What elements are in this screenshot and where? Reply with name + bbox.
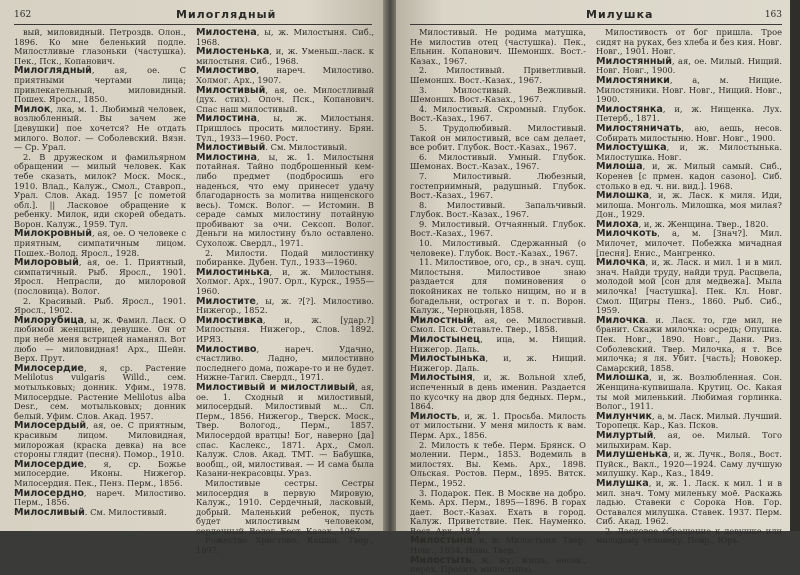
headword: Милок <box>14 103 51 115</box>
dictionary-entry <box>196 383 374 479</box>
entry-text: , а, м. [Знач?]. Мил. Милочет, милочет. Побежка мичадная [песня]. Енис., Мангренко. <box>596 228 782 258</box>
dictionary-entry <box>410 441 586 489</box>
dictionary-entry <box>196 316 374 345</box>
dictionary-entry <box>196 536 374 555</box>
entry-text: 2. Милость к тебе. Перм. Брянск. О молении. Перм., 1853. Водемиль в милостях. Вы. Кемь. Арх., 1898. Ольская. Ростов. Перм., 1895. Вятск. Перм., 1952. <box>410 439 586 488</box>
dictionary-entry <box>410 335 586 354</box>
dictionary-entry <box>596 162 782 191</box>
headword: Милостиво <box>196 343 257 355</box>
entry-text: , ая, ое. Милостливый (дух. стих). Опоч. Пск., Копанович. Спас наш милостивый. <box>196 84 374 114</box>
headword: Милоша <box>596 161 643 173</box>
entry-text: , аю, аешь, несов. Собирать милостыню. Новг. Новг., 1900. <box>596 122 782 143</box>
headword: Милочка <box>596 257 646 269</box>
dictionary-entry <box>196 479 374 537</box>
headword: Милокровный <box>14 228 92 240</box>
entry-text: , и, ж. 1. Просьба. Милость от милостыни. У меня милость к вам. Перм. Арх., 1856. <box>410 410 586 440</box>
entry-text: , ая, ое. Милостивый. Смол. Пск. Оставьте. Твер., 1858. <box>410 314 586 335</box>
entry-text: , ы, ж. Милостыня. Пришлось просить милостину. Брян. Тул., 1933—1960. Рост. <box>196 113 374 143</box>
headword: Милостивый и милостливый <box>196 381 356 393</box>
dictionary-entry <box>596 431 782 450</box>
entry-text: . См. Милостивый. <box>265 142 348 153</box>
headword: Милочкоть <box>596 228 658 240</box>
dictionary-entry <box>596 57 782 76</box>
right-column-2 <box>596 27 782 546</box>
dictionary-entry <box>196 86 374 115</box>
entry-text: , и, ж. Вольной хлеб, испеченный в день именин. Раздается по кусочку на двор для бедных. Перм., 1864. <box>410 372 586 412</box>
entry-text: 2. Красивый. Рыб. Яросл., 1901. Яросл., 1902. <box>14 295 186 316</box>
entry-text: , и, ж. Ласк. к миля. Иди, милоша. Монголь. Милошка, моя милая? Дон., 1929. <box>596 190 782 220</box>
dictionary-entry <box>410 536 586 555</box>
headword: Милость <box>410 410 458 422</box>
entry-text: , и, ж. Уменьш.-ласк. к милостыня. Сиб., 1968. <box>196 46 374 66</box>
entry-text: , ы, ж. 1. Милостыня потайная. Тайно подброшенный кем-либо предмет (подбросишь его наденься, что ему принесет удачу благодарность за молитва нищенского весь). Томск. Волог. — Истомин. В сераде самых милостину потайную пробивают за очи. Сексоп. Волог. Деньги на милостину бъло оставлено. Сухолож. Свердл., 1971. <box>196 151 374 249</box>
headword: Милостыть <box>410 554 472 566</box>
book-gutter <box>383 0 396 531</box>
dictionary-entry <box>410 239 586 258</box>
dictionary-entry <box>596 373 782 411</box>
right-running-head <box>410 8 782 22</box>
headword: Милоровый <box>14 257 79 269</box>
entry-text: , ая, ое. 1. Приятный, симпатичный. Рыб. Яросл., 1901. Яросл. Непрасли, до милоровой (пословица). Волог. <box>14 257 186 297</box>
dictionary-entry <box>410 373 586 411</box>
dictionary-entry <box>14 229 186 258</box>
headword: Милостите <box>196 295 256 307</box>
entry-text: , и, ж. Нищий. Нижегор. Даль. <box>410 353 586 373</box>
entry-text: , и, ж. Милостыня. Твер. Новг., 1854. Ново. Твер. <box>410 535 586 556</box>
dictionary-entry <box>410 124 586 153</box>
headword: Милостина <box>196 113 257 125</box>
right-page-number: 163 <box>764 10 782 20</box>
dictionary-entry <box>410 66 586 85</box>
headword: Милостивка <box>196 314 263 326</box>
headword: Милоха <box>596 218 639 230</box>
dictionary-entry <box>196 345 374 383</box>
entry-text: , и, ж. Лучк., Воля., Вост. Пуйск., Вакл., 1920—1924. Саму лучшую милушку. Кар., Каз., 1849. <box>596 449 782 479</box>
headword: Милостивый <box>196 142 266 154</box>
entry-text: , и, ж. Женщина. Твер., 1820. <box>638 218 769 229</box>
entry-text: Рожество Христово. Кашин. Твер., 1897. <box>196 535 374 556</box>
entry-text: 5. Трудолюбивый. Милостивый. Такой он милостивый, все сам делает, все робит. Глубок. Вост.-Казах., 1967. <box>410 122 586 153</box>
entry-text: 4. Милостивый. Скромный. Глубок. Вост.-Казах., 1967. <box>410 103 586 124</box>
entry-text: 2. В дружеском и фамильярном обращении — милый человек. Как тебе сказать, милок? Моск. Моск., 1910. Влад., Калуж., Смол., Ставроп., Урал. Слов. Акад. 1957 [с пометой обл.]. || Ласковое обращение к ребенку. Милок, иди скорей обедать. Ворон. Калуж., 1959. Тул. <box>14 151 186 229</box>
dictionary-entry <box>14 460 186 489</box>
dictionary-entry <box>196 153 374 249</box>
dictionary-entry <box>596 316 782 374</box>
left-column-1 <box>14 28 186 528</box>
dictionary-entry <box>596 258 782 316</box>
entry-text: , ая, ое. С приятным, красивым лицом. Миловидная, милорожая (краска девка) на все стороны глядит (песня). Помор., 1910. <box>14 420 186 460</box>
entry-text: , ая, ое. Милый. Того милыхирам. Кар. <box>596 429 782 450</box>
headword: Милушенька <box>596 449 668 461</box>
dictionary-entry <box>196 268 374 297</box>
entry-text: , ы, ж. ?[?]. Милостиво. Нижегор., 1852. <box>196 295 374 316</box>
left-column-2 <box>196 27 374 556</box>
dictionary-entry <box>410 172 586 201</box>
entry-text: , ая, ое. Милый. Нищий. Новг. Новг., 1900. <box>596 55 782 76</box>
dictionary-entry <box>596 527 782 546</box>
dictionary-entry <box>596 105 782 124</box>
entry-text: 7. Милостивый. Любезный, гостеприимный, радушный. Глубок. Вост.-Казах., 1967. <box>410 170 586 201</box>
entry-text: , ж, жу, жишь, несов., перех. Просить милостыню. <box>410 554 586 575</box>
headword: Милостена <box>196 27 257 38</box>
left-head-word: Милоглядный <box>176 8 277 21</box>
headword: Милостынец <box>410 334 481 345</box>
headword: Милостынька <box>410 353 486 365</box>
entry-text: , а, м. Нищие. Милостяники. Новг. Новг., Нищий. Новг., 1900. <box>596 74 782 105</box>
entry-text: Милостивые сестры. Сестры милосердия в первую Мировую, Калуж., 1910. Сердечный, ласковый, добрый. Маленький ребенок, пусть будет милостивым человеком, сердечный. Волог. Бест.-Казах., 1967. <box>196 477 374 536</box>
entry-text: , и, ж. Нищенка. Лух. Петерб., 1871. <box>596 103 782 124</box>
dictionary-entry <box>14 28 186 66</box>
headword: Милушка <box>596 477 649 489</box>
dictionary-entry <box>596 229 782 258</box>
dictionary-entry <box>14 153 186 230</box>
entry-text: , ы, ж. Милостыня. Сиб., 1968. <box>196 27 374 47</box>
dictionary-entry <box>410 412 586 441</box>
dictionary-entry <box>196 66 374 85</box>
dictionary-entry <box>196 28 374 47</box>
headword: Милостянный <box>596 55 672 67</box>
entry-text: 3. Подарок. Пек. В Москве на добро. Кемь. Арх. Перм., 1895—1896. В горах дает. Вост.-Казах. Ехать в город. Калуж. Приветствие. Пек. Науменко. Вост. Арх., 1874. <box>410 487 586 536</box>
dictionary-entry <box>14 297 186 316</box>
headword: Милосердно <box>14 487 84 499</box>
entry-text: , и, ж. Милостыня. Холмог. Арх., 1907. Орл., Курск., 1955—1960. <box>196 266 374 297</box>
dictionary-entry <box>196 297 374 316</box>
headword: Милуртый <box>596 429 654 441</box>
entry-text: , ая, ое. С приятными чертами лица; привлекательный, миловидный. Пошех. Яросл., 1850. <box>14 65 186 105</box>
dictionary-entry <box>14 489 186 508</box>
entry-text: , нареч. Удачно, счастливо. Ладно, милостивно последнего дома, пожаре-то и не будет. Нижне-Тагил. Свердл., 1971. <box>196 343 374 383</box>
headword: Милостный <box>410 314 474 326</box>
dictionary-entry <box>596 28 782 57</box>
dictionary-entry <box>410 354 586 373</box>
headword: Милошка <box>596 372 650 384</box>
headword: Милостыня <box>410 372 473 384</box>
dictionary-entry <box>596 479 782 527</box>
dictionary-entry <box>14 105 186 153</box>
right-page <box>396 0 790 575</box>
headword: Милосливый <box>14 506 85 518</box>
entry-text: 2. Ласковое обращение к девушке или молодому человеку. Повр., Юрь. <box>596 525 782 546</box>
dictionary-entry <box>410 28 586 66</box>
entry-text: вый, миловидный. Петроздв. Олон., 1896. Ко мне беленький подле. Милостливые глазоньки (частушка). Пек., Пск., Копанович. <box>14 27 186 66</box>
dictionary-entry <box>196 47 374 66</box>
dictionary-entry <box>410 316 586 335</box>
headword: Милосердие <box>14 458 84 470</box>
entry-text: 9. Милостивый. Отчаянный. Глубок. Вост.-Казах., 1967. <box>410 218 586 239</box>
entry-text: , и, ж. Милостынька. Милостушка. Новг. <box>596 142 782 162</box>
entry-text: , и, ж. 1. Ласк. к мил. 1 и в мил. знач. Тому миленьку моё. Раскажь ладью. Ставеки с Сорока Нов. Гор. Оставался милушка. Ставек. 1937. Перм. Сиб. Акад. 1962. <box>596 477 782 527</box>
headword: Милостушка <box>596 142 667 154</box>
entry-text: . См. Милостивый. <box>84 506 167 517</box>
left-running-head <box>14 8 374 22</box>
dictionary-entry <box>596 124 782 143</box>
entry-text: . и. Ласк. то, где мил, не бранит. Скажи милочка: осредь; Опушка. Пек. Новг., 1890. Новг., Дани. Риз. Соболевский. Твер. Милочка, я т. Все милочка; я ля. Убит. [часть]; Новокер. Самарский, 1858. <box>596 314 782 373</box>
left-head-rule <box>14 24 372 25</box>
entry-text: , а, м. Ласк. Милый. Лучший. Торопецк. Кар., Каз. Псков. <box>596 410 782 431</box>
headword: Милочка <box>596 314 646 326</box>
entry-text: , и, ж. Милый самый. Сиб., Коренев [с прмен. кадон сазоно]. Сиб. столько в ед. ч. ни. вид.]. 1968. <box>596 161 782 191</box>
headword: Милостяничать <box>596 122 682 134</box>
entry-text: , ица, м. Нищий. Нижегор. Даль. <box>410 334 586 354</box>
right-head-word: Милушка <box>586 8 654 21</box>
dictionary-entry <box>14 316 186 364</box>
entry-text: , нареч. Милостиво. Холмог. Арх., 1907. <box>196 65 374 85</box>
entry-text: , лка, м. 1. Любимый человек, возлюбленный. Вы зачем же [девушки] пое хочется? Не отдать милого. Волог. — Соболевский. Вязн. — Ср. Урал. <box>14 103 186 153</box>
entry-text: 3. Милостивый. Вежливый. Шемоншх. Вост.-Казах., 1967. <box>410 84 586 105</box>
entry-text: , я, ср. Божье милосердие. Иконы. Нижегор. Милосердия. Пек., Пенз. Перм., 1856. <box>14 458 186 488</box>
headword: Милостивый <box>196 84 266 96</box>
dictionary-entry <box>596 191 782 220</box>
headword: Милунчик <box>596 410 652 422</box>
left-page <box>0 0 383 556</box>
dictionary-entry <box>196 249 374 268</box>
headword: Милостиво <box>196 65 257 77</box>
dictionary-entry <box>14 66 186 104</box>
entry-text: , нареч. Милостиво. Перм., 1856. <box>14 487 186 508</box>
entry-text: 11. Милостивое, ого, ср., в знач. сущ. Милостыня. Милостивое знаю раздается для поминовения о покойниках не только нищим, но и в богадельни, острогах и т. п. Ворон. Калуж., Черноцьян, 1858. <box>410 257 586 316</box>
dictionary-entry <box>14 364 186 422</box>
headword: Милостяники <box>596 74 670 86</box>
entry-text: 6. Милостивый. Умный. Глубок. Шемонах. Вост.-Казах., 1967. <box>410 151 586 172</box>
page-edge <box>790 0 800 531</box>
entry-text: 2. Милостивый. Приветливый. Шемоншх. Вост.-Казах., 1967. <box>410 65 586 85</box>
entry-text: 8. Милостивый. Запальчивый. Глубок. Вост.-Казах., 1967. <box>410 199 586 220</box>
entry-text: , ы, ж. Фамил. Ласк. О любимой женщине, девушке. Он от при небе меня встрицей наманял. Вот любо — миловидная! Арх., Шейн. Верх. Прут. <box>14 314 186 364</box>
entry-text: 2. Милости. Подай милостинку побиранке. Дубен. Тул., 1933—1960. <box>196 247 374 268</box>
dictionary-entry <box>596 412 782 431</box>
entry-text: , я, ср. Растение Melilotus vulgaris Willd., сем. мотыльковых; донник. Уфим., 1978. Милосердые. Растение Melilotus alba Desr., сем. мотыльковых; донник белый. Уфим. Слов. Акад. 1957. <box>14 362 186 421</box>
headword: Милостинька <box>196 266 270 278</box>
dictionary-entry <box>596 143 782 162</box>
entry-text: , и, ж. [удар.?] Милостыня. Нижегор., Слов. 1892. ИРЯЗ. <box>196 314 374 344</box>
dictionary-entry <box>410 153 586 172</box>
entry-text: , и, ж. Возлюбленная. Сон. Женщина-купвишала. Крутиц. Ос. Какая ты мой миленький. Любимая горлинка. Волог., 1911. <box>596 372 782 412</box>
headword: Милостянка <box>596 103 663 115</box>
entry-text: , и, ж. Ласк. и мил. 1 и в мил. знач. Найди труду, найди труд. Расцвела, молодой мой [сон для медвежа]. Мыла милочка! [частушка]. Пек. Кл. Новг. Смол. Щигры Пенз., 1860. Рыб. Сиб., 1959. <box>596 257 782 316</box>
entry-text: Милостивый. Не родима матушка, Не милостив отец (частушка). Пек., Ельнин. Копанович. Шемоншх. Вост.-Казах., 1967. <box>410 27 586 66</box>
entry-text: 10. Милостивый. Сдержанный (о человеке). Глубок. Вост.-Казах., 1967. <box>410 238 586 258</box>
dictionary-entry <box>14 258 186 296</box>
headword: Милосердие <box>14 362 84 374</box>
left-page-number: 162 <box>14 10 32 20</box>
dictionary-entry <box>14 508 186 518</box>
headword: Милостенька <box>196 46 270 58</box>
dictionary-entry <box>410 258 586 316</box>
dictionary-entry <box>410 556 586 575</box>
headword: Милошка <box>596 190 650 202</box>
dictionary-entry <box>410 105 586 124</box>
dictionary-entry <box>410 86 586 105</box>
headword: Милорубица <box>14 314 85 326</box>
dictionary-entry <box>596 76 782 105</box>
dictionary-entry <box>410 489 586 537</box>
headword: Милостыня <box>410 535 473 547</box>
dictionary-entry <box>596 450 782 479</box>
headword: Милосердый <box>14 420 87 432</box>
dictionary-entry <box>410 201 586 220</box>
entry-text: Милостивость от бог пришла. Трое сидят на руках, без хлеба и без кия. Новг. Новг., 1901. Новг. <box>596 27 782 57</box>
dictionary-entry <box>14 421 186 459</box>
right-head-rule <box>410 24 782 25</box>
dictionary-entry <box>410 220 586 239</box>
headword: Милоглядный <box>14 65 92 77</box>
entry-text: , ая, ое. 1. Сходный и милостивый, милосердый. Милостивый м... Сл. Перм., 1856. Нижегор., Тверск. Моск., Твер. Вологод., Перм., 1857. Милосердой вратцы! Бог, наверно [да] спас. Каслекс., 1871. Арх., Смол. Калуж. Слов. Акад. ТМТ. — Бабушка, вообщ., ой, милостивая. — И сама была Казани-некрасовцы. Ураз. <box>196 381 374 479</box>
right-column-1 <box>410 27 586 575</box>
headword: Милостина <box>196 151 257 163</box>
entry-text: , ая, ое. О человеке с приятным, симпатичным лицом. Пошех.-Волод. Яросл., 1928. <box>14 228 186 258</box>
dictionary-entry <box>196 114 374 143</box>
